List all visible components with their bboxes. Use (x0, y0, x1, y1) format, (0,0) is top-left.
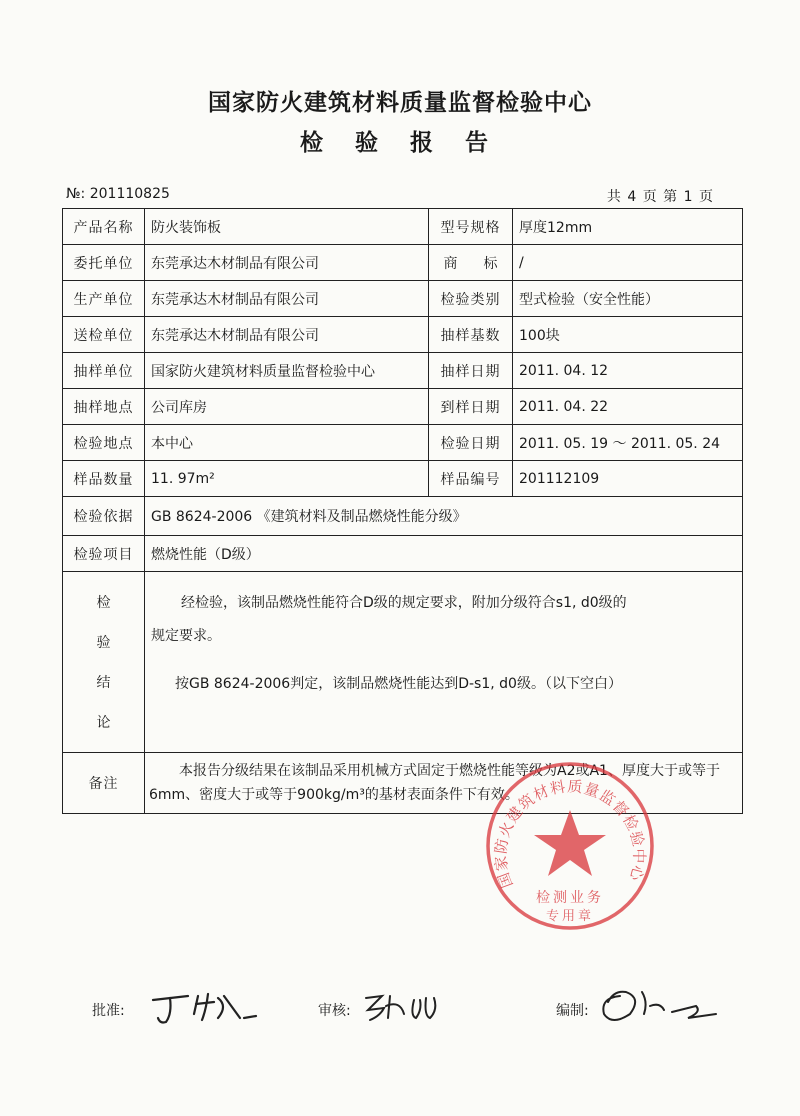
arrival-date-value: 2011. 04. 22 (513, 389, 743, 425)
basis-label: 检验依据 (63, 497, 145, 536)
table-row (63, 209, 743, 245)
test-type-value: 型式检验（安全性能） (513, 281, 743, 317)
test-type-label: 检验类别 (429, 281, 513, 317)
table-row (63, 245, 743, 281)
model-value: 厚度12mm (513, 209, 743, 245)
sample-qty-value: 11. 97m² (145, 461, 429, 497)
table-row (63, 572, 743, 753)
model-label: 型号规格 (429, 209, 513, 245)
arrival-date-label: 到样日期 (429, 389, 513, 425)
approve-label: 批准: (92, 1003, 125, 1019)
conclusion-paragraph: 规定要求。 (151, 628, 221, 644)
test-date-label: 检验日期 (429, 425, 513, 461)
conclusion-paragraph: 经检验，该制品燃烧性能符合D级的规定要求，附加分级符合s1, d0级的 (181, 595, 627, 611)
client-label: 委托单位 (63, 245, 145, 281)
table-row (63, 461, 743, 497)
submitter-label: 送检单位 (63, 317, 145, 353)
conclusion-label-char: 结 (96, 675, 111, 691)
product-name-value: 防火装饰板 (145, 209, 429, 245)
submitter-value: 东莞承达木材制品有限公司 (145, 317, 429, 353)
sampling-unit-label: 抽样单位 (63, 353, 145, 389)
page-info: 共 4 页 第 1 页 (606, 189, 714, 205)
seal-ring-text: 国家防火建筑材料质量监督检验中心 (491, 777, 649, 891)
conclusion-label-char: 检 (96, 595, 111, 611)
items-label: 检验项目 (63, 536, 145, 572)
report-number-label: №: (66, 186, 86, 202)
compiler-signature-icon (590, 984, 720, 1028)
report-number (66, 186, 170, 202)
trademark-label-char: 标 (483, 255, 498, 272)
sampling-date-value: 2011. 04. 12 (513, 353, 743, 389)
trademark-label-char: 商 (443, 255, 458, 272)
remarks-text-content: 本报告分级结果在该制品采用机械方式固定于燃烧性能等级为A2或A1、厚度大于或等于6mm、密度大于或等于900kg/m³的基材表面条件下有效。 (149, 763, 720, 803)
table-row (63, 497, 743, 536)
sampling-date-label: 抽样日期 (429, 353, 513, 389)
producer-label: 生产单位 (63, 281, 145, 317)
review-label: 审核: (318, 1003, 351, 1019)
conclusion-label-char: 验 (96, 635, 111, 651)
trademark-value: / (513, 245, 743, 281)
table-row (63, 353, 743, 389)
client-value: 东莞承达木材制品有限公司 (145, 245, 429, 281)
test-place-label: 检验地点 (63, 425, 145, 461)
test-place-value: 本中心 (145, 425, 429, 461)
report-institution-title: 国家防火建筑材料质量监督检验中心 (208, 90, 592, 116)
table-row (63, 317, 743, 353)
sampling-place-value: 公司库房 (145, 389, 429, 425)
table-row (63, 425, 743, 461)
table-row (63, 536, 743, 572)
sampling-place-label: 抽样地点 (63, 389, 145, 425)
table-row (63, 281, 743, 317)
conclusion-label (63, 572, 145, 753)
sample-no-label: 样品编号 (429, 461, 513, 497)
official-seal-icon (484, 760, 656, 932)
sampling-unit-value: 国家防火建筑材料质量监督检验中心 (145, 353, 429, 389)
reviewer-signature-icon (360, 990, 450, 1024)
report-number-value: 201110825 (89, 186, 170, 202)
compile-label: 编制: (556, 1003, 589, 1019)
sample-base-label: 抽样基数 (429, 317, 513, 353)
seal-inner-text: 专用章 (545, 909, 595, 924)
trademark-label (429, 245, 513, 281)
product-name-label: 产品名称 (63, 209, 145, 245)
table-row (63, 389, 743, 425)
conclusion-body (145, 572, 743, 753)
sample-qty-label: 样品数量 (63, 461, 145, 497)
remarks-label: 备注 (63, 753, 145, 814)
conclusion-label-char: 论 (96, 715, 111, 731)
report-table (62, 208, 743, 814)
seal-inner-text: 检测业务 (536, 890, 604, 906)
conclusion-paragraph: 按GB 8624-2006判定，该制品燃烧性能达到D-s1, d0级。（以下空白） (175, 676, 622, 692)
test-date-value: 2011. 05. 19 ～ 2011. 05. 24 (513, 425, 743, 461)
sample-no-value: 201112109 (513, 461, 743, 497)
producer-value: 东莞承达木材制品有限公司 (145, 281, 429, 317)
basis-value: GB 8624-2006 《建筑材料及制品燃烧性能分级》 (145, 497, 743, 536)
items-value: 燃烧性能（D级） (145, 536, 743, 572)
report-title: 检 验 报 告 (299, 130, 501, 156)
approver-signature-icon (148, 988, 258, 1028)
sample-base-value: 100块 (513, 317, 743, 353)
